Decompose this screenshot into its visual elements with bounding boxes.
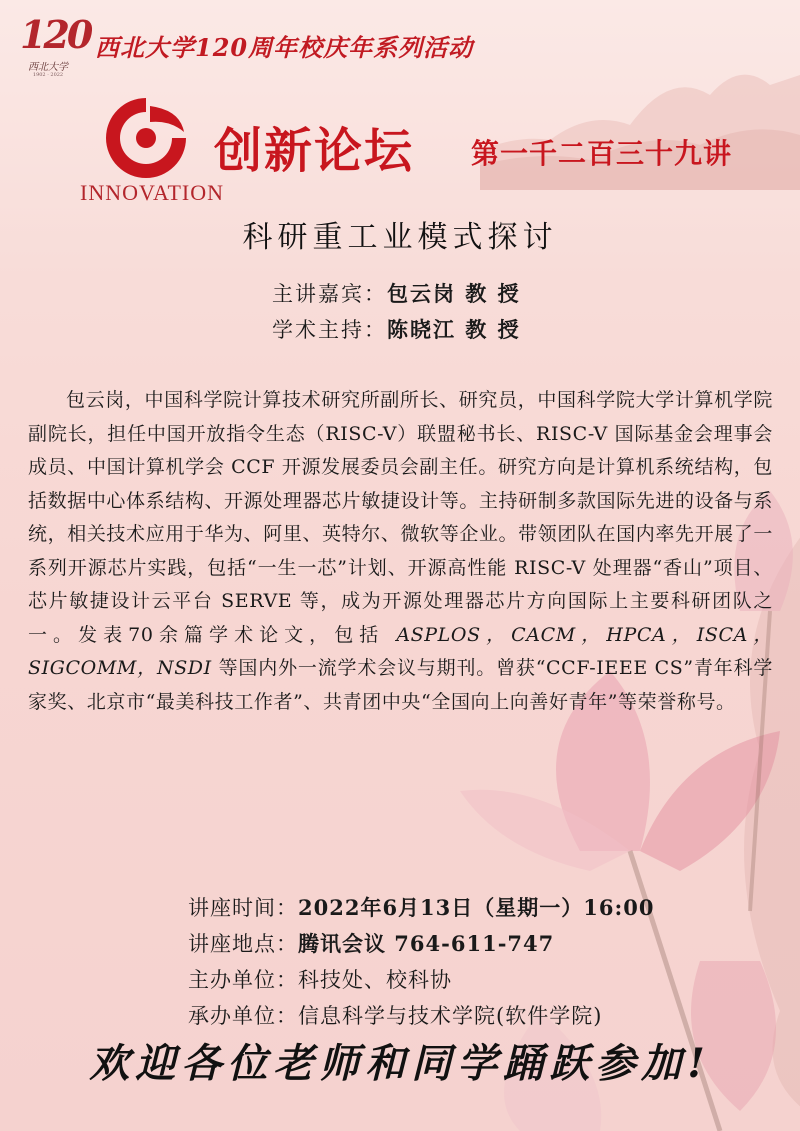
speaker-bio xyxy=(28,384,773,719)
forum-name: 创新论坛 xyxy=(214,123,415,179)
event-place-value: 腾讯会议 764-611-747 xyxy=(298,931,555,956)
welcome-slogan: 欢迎各位老师和同学踊跃参加! xyxy=(89,1040,711,1087)
event-place-label: 讲座地点： xyxy=(188,932,298,956)
series-title: 西北大学120周年校庆年系列活动 xyxy=(95,33,474,62)
host-row xyxy=(272,312,521,348)
organizer-label: 主办单位： xyxy=(188,968,298,992)
co-organizer-row xyxy=(188,998,654,1034)
organizer-row xyxy=(188,962,654,998)
event-time-value: 2022年6月13日（星期一）16:00 xyxy=(298,895,655,920)
anniversary-logo xyxy=(20,12,91,80)
talk-title: 科研重工业模式探讨 xyxy=(242,220,558,255)
event-info xyxy=(188,890,654,1034)
bio-text-part1: 包云岗，中国科学院计算技术研究所副所长、研究员，中国科学院大学计算机学院副院长，担任中国开放指令生态（RISC-V）联盟秘书长、RISC-V 国际基金会理事会成员、中国计算机学会 CCF 开源发展委员会副主任。研究方向是计算机系统结构，包括数据中心体系结构、开源处理器芯片敏捷设计等。主持研制多款国际先进的设备与系统，相关技术应用于华为、阿里、英特尔、微软等企业。带领团队在国内率先开展了一系列开源芯片实践，包括“一生一芯”计划、开源高性能 RISC-V 处理器“香山”项目、芯片敏捷设计云平台 SERVE 等，成为开源处理器芯片方向国际上主要科研团队之一。发表70余篇学术论文，包括 xyxy=(28,389,773,646)
event-place-row xyxy=(188,926,654,962)
co-organizer-label: 承办单位： xyxy=(188,1004,298,1028)
anniversary-years: 1902 · 2022 xyxy=(32,72,64,78)
co-organizer-value: 信息科学与技术学院(软件学院) xyxy=(298,1004,603,1028)
speaker-label: 主讲嘉宾： xyxy=(272,282,387,306)
bio-venues: ASPLOS，CACM，HPCA，ISCA，SIGCOMM，NSDI xyxy=(28,623,773,679)
event-time-label: 讲座时间： xyxy=(188,896,298,920)
speaker-block xyxy=(272,276,521,348)
anniversary-digits: 120 xyxy=(20,12,91,57)
speaker-row xyxy=(272,276,521,312)
organizer-value: 科技处、校科协 xyxy=(298,968,452,992)
innovation-logo-icon xyxy=(100,92,192,184)
event-time-row xyxy=(188,890,654,926)
bio-text-part2: 等国内外一流学术会议与期刊。曾获“CCF-IEEE CS”青年科学家奖、北京市“最美科技工作者”、共青团中央“全国向上向善好青年”等荣誉称号。 xyxy=(28,657,773,713)
speaker-name: 包云岗 教 授 xyxy=(387,281,521,306)
anniversary-subtitle: 西北大学 xyxy=(28,62,68,73)
lecture-number: 第一千二百三十九讲 xyxy=(471,137,733,170)
host-label: 学术主持： xyxy=(272,318,387,342)
host-name: 陈晓江 教 授 xyxy=(387,317,521,342)
innovation-caption: INNOVATION xyxy=(80,180,225,205)
